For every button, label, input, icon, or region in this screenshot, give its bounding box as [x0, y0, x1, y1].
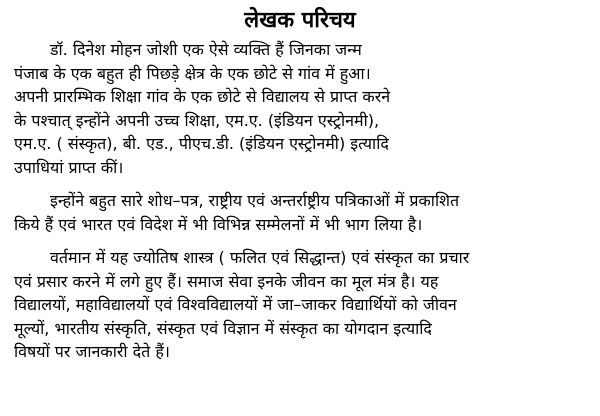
- text-line: विषयों पर जानकारी देते हैं।: [14, 342, 170, 361]
- text-line: मूल्यों, भारतीय संस्कृति, संस्कृत एवं विज्ञान में संस्कृत का योगदान इत्यादि: [14, 318, 432, 338]
- text-line: पंजाब के एक बहुत ही पिछड़े क्षेत्र के एक छोटे से गांव में हुआ।: [14, 63, 371, 83]
- paragraph-1: [14, 38, 586, 179]
- text-line: एम.ए. ( संस्कृत), बी. एड., पीएच.डी. (इंडियन एस्ट्रोनमी) इत्यादि: [14, 134, 389, 153]
- text-line: डॉ. दिनेश मोहन जोशी एक ऐसे व्यक्ति हैं जिनका जन्म: [50, 40, 362, 59]
- text-line: किये हैं एवं भारत एवं विदेश में भी विभिन्न सम्मेलनों में भी भाग लिया है।: [14, 214, 423, 234]
- text-line: वर्तमान में यह ज्योतिष शास्त्र ( फलित एवं सिद्धान्त) एवं संस्कृत का प्रचार: [50, 248, 470, 267]
- text-line: के पश्चात् इन्होंने अपनी उच्च शिक्षा, एम.ए. (इंडियन एस्ट्रोनमी),: [14, 110, 380, 130]
- text-line: विद्यालयों, महाविद्यालयों एवं विश्वविद्यालयों में जा–जाकर विद्यार्थियों को जीवन: [14, 295, 457, 314]
- text-line: इन्होंने बहुत सारे शोध–पत्र, राष्ट्रीय एवं अन्तर्राष्ट्रीय पत्रिकाओं में प्रकाशित: [50, 191, 460, 210]
- page-title: लेखक परिचय: [244, 8, 356, 33]
- text-line: एवं प्रसार करने में लगे हुए हैं। समाज सेवा इनके जीवन का मूल मंत्र है। यह: [14, 271, 439, 291]
- text-line: उपाधियां प्राप्त कीं।: [14, 157, 124, 177]
- text-line: अपनी प्रारम्भिक शिक्षा गांव के एक छोटे से विद्यालय से प्राप्त करने: [14, 87, 391, 106]
- paragraph-3: [14, 246, 586, 364]
- paragraph-2: [14, 189, 586, 236]
